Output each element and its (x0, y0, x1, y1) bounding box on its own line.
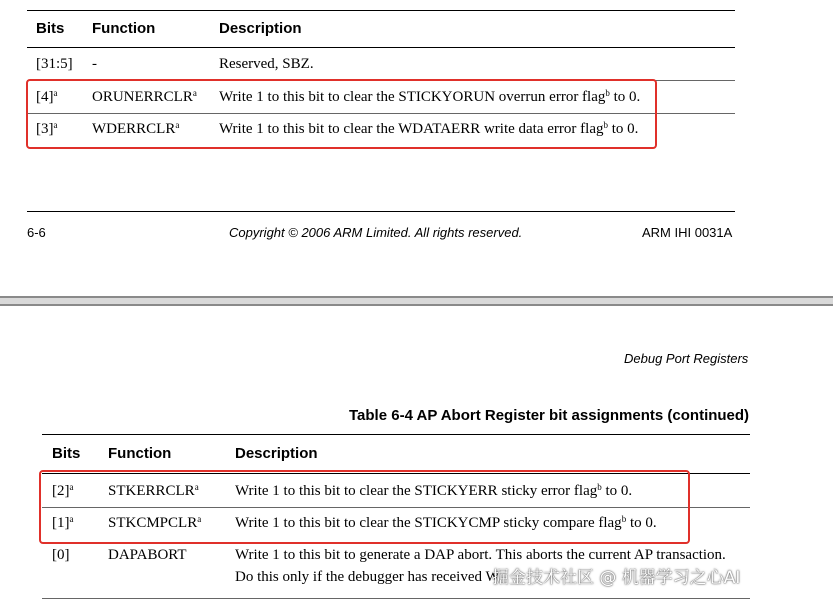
cell-function: STKCMPCLR$^a$ (108, 514, 202, 531)
header-bits: Bits (36, 20, 65, 37)
footer-rule (27, 211, 735, 212)
header-bits: Bits (52, 445, 81, 462)
cell-function: WDERRCLR$^a$ (92, 120, 180, 137)
cell-bits: [0] (52, 547, 70, 563)
cell-function: DAPABORT (108, 547, 187, 563)
doc-id: ARM IHI 0031A (642, 225, 733, 240)
header-function: Function (92, 20, 156, 37)
cell-bits: [31:5] (36, 56, 73, 72)
cell-bits: $[3]^a$ (36, 120, 58, 137)
cell-function: STKERRCLR$^a$ (108, 482, 199, 499)
cell-bits: $[2]^a$ (52, 482, 74, 499)
header-description: Description (219, 20, 302, 37)
header-bottom-rule (27, 47, 735, 48)
table-bottom-rule (42, 598, 750, 599)
watermark: 掘金技术社区 @ 机器学习之心AI (492, 568, 741, 588)
cell-description: Write 1 to this bit to clear the WDATAERR write data error flag$^b$ to 0. (219, 120, 639, 137)
cell-description: Write 1 to this bit to clear the STICKYERR sticky error flag$^b$ to 0. (235, 482, 633, 499)
highlight-box (39, 470, 690, 544)
table-top-rule (42, 434, 750, 435)
copyright-text: Copyright © 2006 ARM Limited. All rights reserved. (229, 225, 523, 240)
cell-function: - (92, 56, 97, 72)
cell-bits: $[4]^a$ (36, 88, 58, 105)
cell-function: ORUNERRCLR$^a$ (92, 88, 197, 105)
cell-description-line2: Do this only if the debugger has received W (235, 569, 500, 585)
cell-description: Write 1 to this bit to generate a DAP abort. This aborts the current AP transaction. (235, 547, 726, 563)
highlight-box (26, 79, 657, 149)
cell-description: Write 1 to this bit to clear the STICKYORUN overrun error flag$^b$ to 0. (219, 88, 641, 105)
page-separator (0, 296, 833, 306)
page-number: 6-6 (27, 225, 46, 240)
table-title: Table 6-4 AP Abort Register bit assignments (continued) (349, 407, 750, 424)
cell-description: Write 1 to this bit to clear the STICKYCMP sticky compare flag$^b$ to 0. (235, 514, 657, 531)
running-header: Debug Port Registers (624, 351, 749, 366)
header-description: Description (235, 445, 318, 462)
cell-description: Reserved, SBZ. (219, 56, 314, 72)
cell-bits: $[1]^a$ (52, 514, 74, 531)
header-function: Function (108, 445, 172, 462)
table-top-rule (27, 10, 735, 11)
